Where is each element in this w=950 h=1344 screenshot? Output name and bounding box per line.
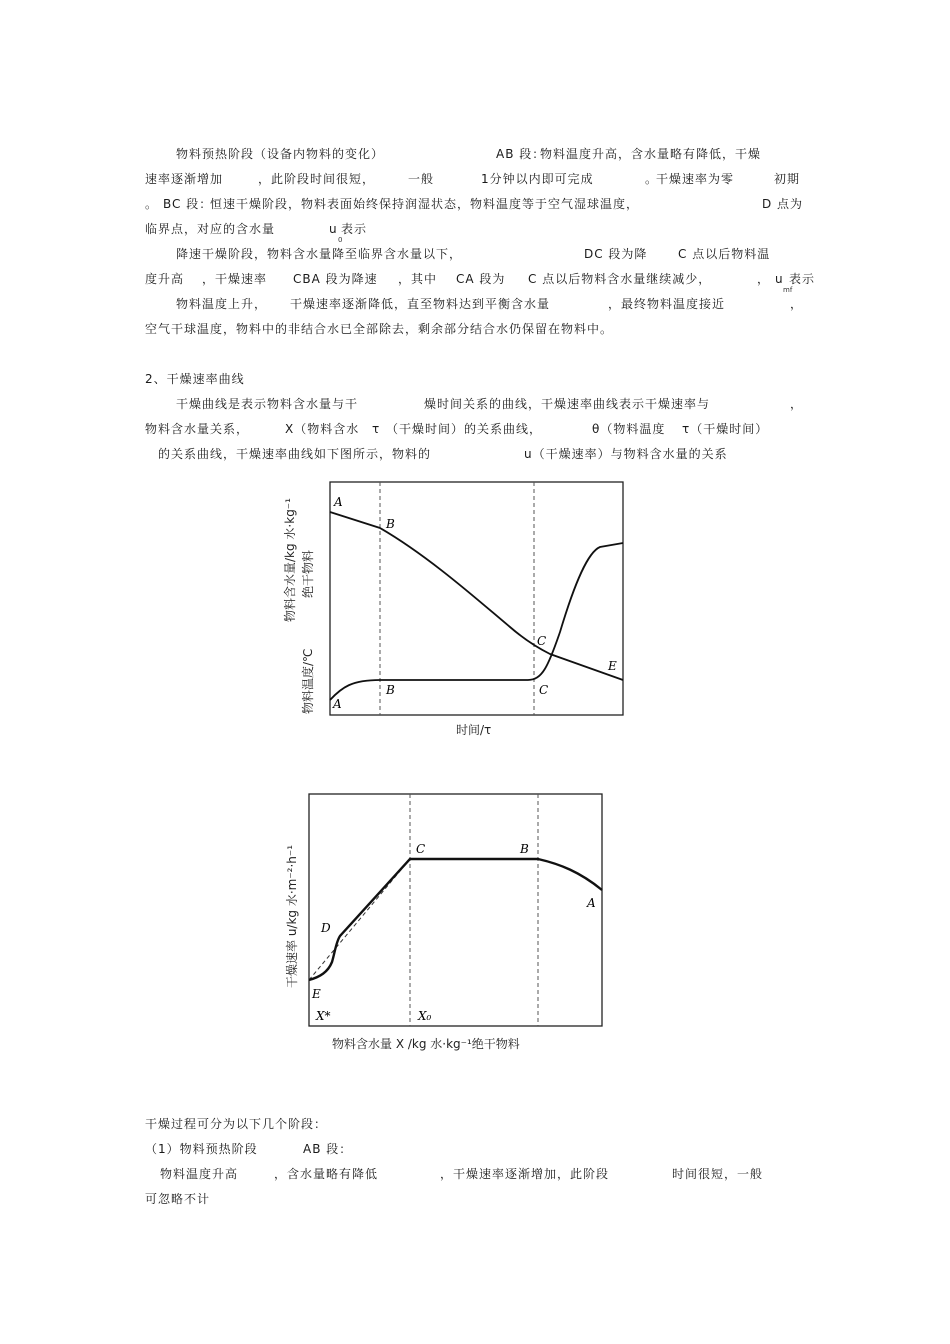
text: CA 段为: [456, 272, 506, 286]
text: BC 段：: [163, 197, 213, 211]
text: τ: [372, 422, 381, 436]
text: 的关系曲线，干燥速率曲线如下图所示，物料的: [158, 447, 432, 461]
drying-rate-curve: [309, 859, 602, 980]
text: 。: [145, 197, 159, 211]
point-a-lower: A: [333, 697, 342, 711]
text: ，: [790, 297, 804, 311]
temperature-curve: [330, 543, 623, 700]
text: 表示: [341, 222, 368, 236]
y-axis-label-moisture: 物料含水量/kg 水·kg⁻¹: [283, 498, 297, 622]
text: 表示: [789, 272, 816, 286]
x-axis-label-time: 时间/τ: [456, 723, 492, 737]
point-a-upper: A: [334, 495, 343, 509]
text: 干燥速率为零: [656, 172, 735, 186]
point-e: E: [608, 659, 617, 673]
text: 可忽略不计: [145, 1192, 211, 1206]
text: X（物料含水: [285, 422, 360, 436]
point-e: E: [312, 987, 321, 1001]
y-axis-label-rate: 干燥速率 u/kg 水·m⁻²·h⁻¹: [285, 844, 299, 988]
point-c-lower: C: [539, 683, 549, 697]
text: ，其中: [398, 272, 438, 286]
text: （1）物料预热阶段: [145, 1142, 258, 1156]
text: τ（干燥时间）: [682, 422, 769, 436]
point-c-upper: C: [537, 634, 547, 648]
x-axis-label-moisture: 物料含水量 X /kg 水·kg⁻¹绝干物料: [332, 1037, 520, 1051]
text: 。: [645, 172, 659, 186]
text: 物料预热阶段（设备内物料的变化）: [176, 147, 385, 161]
text: ，干燥速率: [202, 272, 268, 286]
subscript: 0: [338, 236, 343, 244]
text: （干燥时间）的关系曲线，: [386, 422, 543, 436]
text: 物料含水量关系，: [145, 422, 250, 436]
text: 干燥过程可分为以下几个阶段：: [145, 1117, 328, 1131]
text: ，最终物料温度接近: [608, 297, 726, 311]
text: C 点以后物料含水量继续减少，: [528, 272, 712, 286]
text: 干燥曲线是表示物料含水量与干: [176, 397, 359, 411]
text: u: [775, 272, 784, 286]
text: 1分钟以内即可完成: [481, 172, 594, 186]
text: 度升高: [145, 272, 185, 286]
text: 物料温度上升，: [176, 297, 268, 311]
text: 初期: [774, 172, 801, 186]
plot-frame: [309, 794, 602, 1026]
text: 物料温度升高，含水量略有降低，干燥: [540, 147, 762, 161]
text: DC 段为降: [584, 247, 648, 261]
text: 时间很短，一般: [672, 1167, 764, 1181]
point-d: D: [321, 921, 331, 935]
text: AB 段：: [496, 147, 546, 161]
y-axis-label-temperature: 物料温度/℃: [301, 648, 315, 714]
moisture-curve: [330, 512, 623, 680]
point-b: B: [520, 842, 529, 856]
text: CBA 段为降速: [293, 272, 378, 286]
text: D 点为: [762, 197, 804, 211]
text: 空气干球温度，物料中的非结合水已全部除去，剩余部分结合水仍保留在物料中。: [145, 322, 614, 336]
text: u（干燥速率）与物料含水量的关系: [524, 447, 728, 461]
text: 降速干燥阶段，物料含水量降至临界含水量以下，: [176, 247, 463, 261]
text: 干燥速率逐渐降低，直至物料达到平衡含水量: [290, 297, 551, 311]
text: θ（物料温度: [592, 422, 666, 436]
x0-mark: X₀: [418, 1009, 432, 1023]
drying-rate-figure: [280, 784, 620, 1060]
text: 临界点，对应的含水量: [145, 222, 276, 236]
text: 速率逐渐增加: [145, 172, 224, 186]
y-axis-label-moisture-unit: 绝干物料: [301, 549, 315, 598]
text: ，此阶段时间很短，: [258, 172, 376, 186]
text: 燥时间关系的曲线，干燥速率曲线表示干燥速率与: [424, 397, 711, 411]
text: ，干燥速率逐渐增加，此阶段: [440, 1167, 610, 1181]
text: ，: [790, 397, 804, 411]
subscript: mf: [783, 286, 793, 294]
section-heading: 2、干燥速率曲线: [145, 372, 245, 386]
x-star-mark: X*: [316, 1009, 331, 1023]
point-c: C: [416, 842, 426, 856]
text: 一般: [408, 172, 435, 186]
point-a: A: [587, 896, 596, 910]
point-b-lower: B: [386, 683, 395, 697]
text: 恒速干燥阶段，物料表面始终保持润湿状态，物料温度等于空气湿球温度，: [210, 197, 640, 211]
drying-curve-figure: [280, 472, 640, 742]
text: C 点以后物料温: [678, 247, 771, 261]
text: ，含水量略有降低: [274, 1167, 379, 1181]
text: ，: [757, 272, 771, 286]
text: 物料温度升高: [160, 1167, 239, 1181]
point-b-upper: B: [386, 517, 395, 531]
text: u: [329, 222, 338, 236]
text: AB 段：: [303, 1142, 353, 1156]
